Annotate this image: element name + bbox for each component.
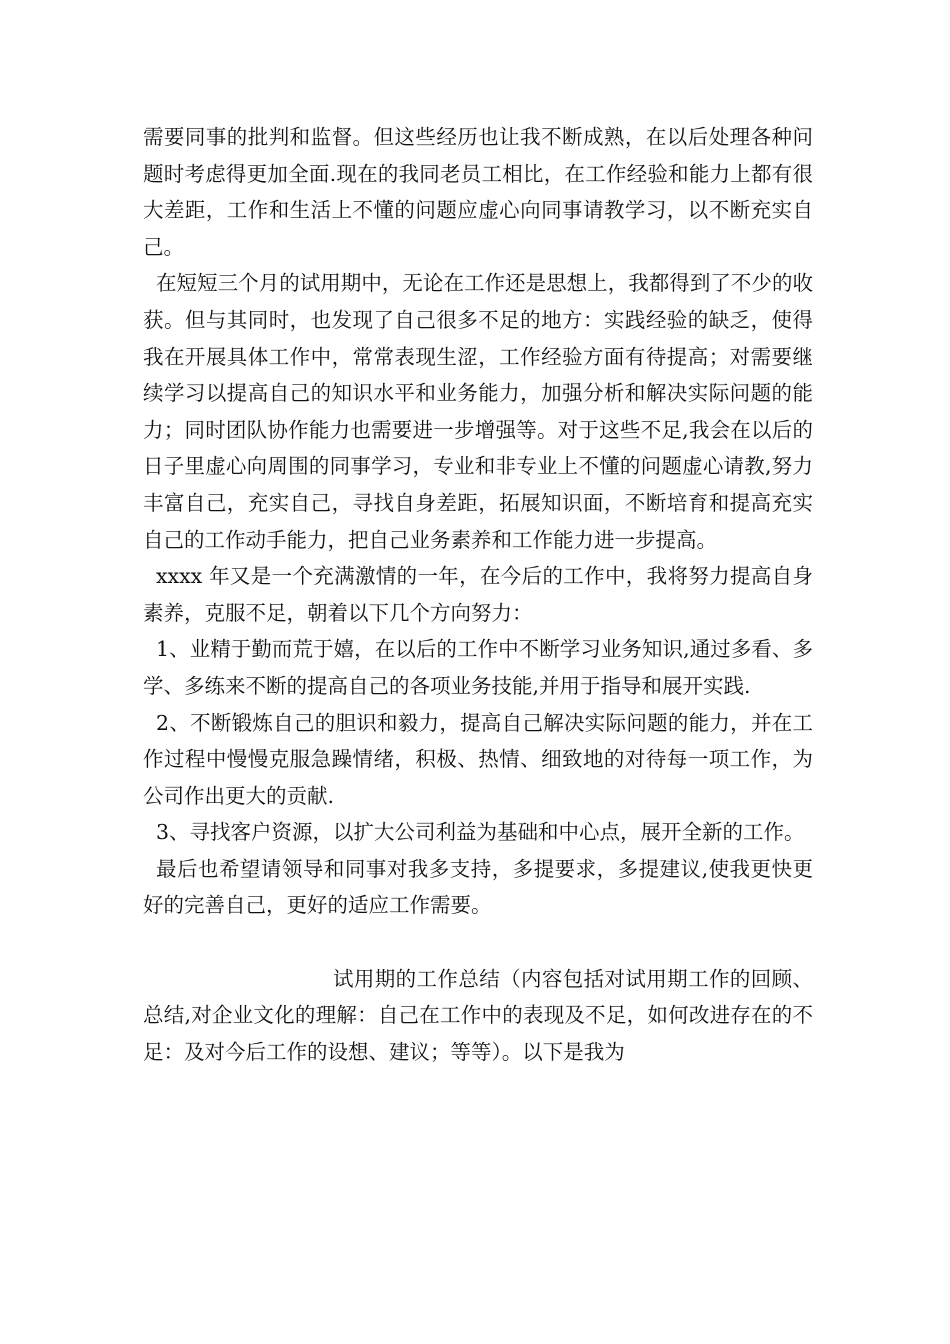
paragraph-6: 3、寻找客户资源，以扩大公司利益为基础和中心点，展开全新的工作。 (156, 820, 805, 845)
paragraph-5: 2、不断锻炼自己的胆识和毅力，提高自己解决实际问题的能力，并在工作过程中慢慢克服急躁情绪，积极、热情、细致地的对待每一项工作，为公司作出更大的贡献. (143, 710, 813, 808)
paragraph-1: 需要同事的批判和监督。但这些经历也让我不断成熟，在以后处理各种问题时考虑得更加全面.现在的我同老员工相比，在工作经验和能力上都有很大差距，工作和生活上不懂的问题应虚心向同事请教学习，以不断充实自己。 (143, 125, 813, 259)
document-body (143, 119, 813, 1070)
paragraph-4: 1、业精于勤而荒于嬉，在以后的工作中不断学习业务知识,通过多看、多学、多练来不断的提高自己的各项业务技能,并用于指导和展开实践. (143, 637, 813, 698)
paragraph-gap (143, 924, 813, 961)
paragraph-7: 最后也希望请领导和同事对我多支持，多提要求，多提建议,使我更快更好的完善自己，更好的适应工作需要。 (143, 856, 813, 918)
paragraph-3: xxxx 年又是一个充满激情的一年，在今后的工作中，我将努力提高自身素养，克服不足，朝着以下几个方向努力： (143, 564, 813, 625)
paragraph-2: 在短短三个月的试用期中，无论在工作还是思想上，我都得到了不少的收获。但与其同时，也发现了自己很多不足的地方：实践经验的缺乏，使得我在开展具体工作中，常常表现生涩，工作经验方面有待提高；对需要继续学习以提高自己的知识水平和业务能力，加强分析和解决实际问题的能力；同时团队协作能力也需要进一步增强等。对于这些不足,我会在以后的日子里虚心向周围的同事学习，专业和非专业上不懂的问题虚心请教,努力丰富自己，充实自己，寻找自身差距，拓展知识面，不断培育和提高充实自己的工作动手能力，把自己业务素养和工作能力进一步提高。 (143, 271, 813, 552)
paragraph-8: 试用期的工作总结（内容包括对试用期工作的回顾、总结,对企业文化的理解：自己在工作中的表现及不足，如何改进存在的不足：及对今后工作的设想、建议；等等）。以下是我为 (143, 966, 813, 1064)
